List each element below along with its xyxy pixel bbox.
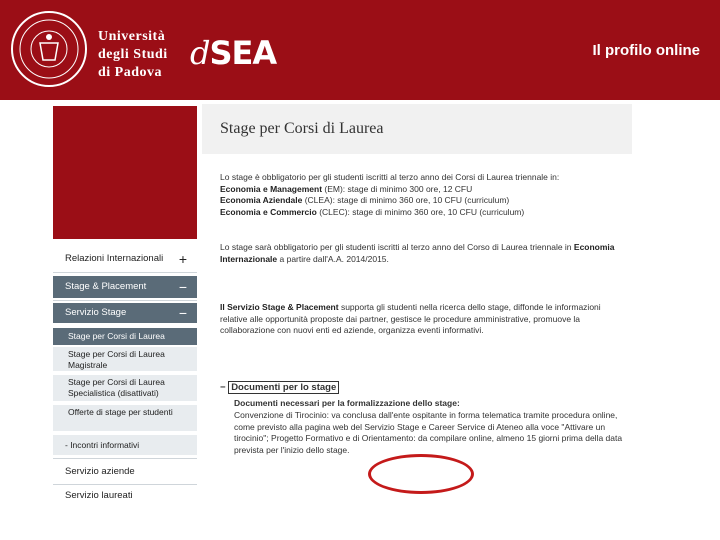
page-title: Il profilo online — [592, 42, 700, 59]
sidebar-item-stage-placement[interactable]: Stage & Placement − — [53, 276, 197, 298]
minus-icon[interactable]: − — [178, 305, 187, 321]
sidebar-item-servizio-stage[interactable]: Servizio Stage − — [53, 303, 197, 323]
documenti-subtitle: Documenti necessari per la formalizzazione dello stage: — [234, 398, 460, 408]
intro-paragraph: Lo stage è obbligatorio per gli studenti iscritti al terzo anno dei Corsi di Laurea triennale in: Economia e Management (EM): stage di minimo 300 ore, 12 CFU Economia Aziendale (CLEA): stage di minimo 360 ore, 10 CFU (curriculum) Economia e Commercio (CLEC): stage di minimo 360 ore, 10 CFU (curriculum) — [220, 172, 560, 217]
minus-icon[interactable]: − — [178, 279, 187, 295]
main-content — [202, 104, 632, 514]
content-title-bar — [202, 104, 632, 154]
documenti-section-toggle[interactable]: − Documenti per lo stage — [220, 382, 339, 393]
sidebar-item-relazioni-internazionali[interactable]: Relazioni Internazionali + — [53, 248, 197, 270]
sidebar-subitem-stage-specialistica[interactable]: Stage per Corsi di Laurea Specialistica (disattivati) — [53, 375, 197, 401]
university-seal-icon — [10, 10, 88, 88]
sidebar-subitem-offerte-stage[interactable]: Offerte di stage per studenti — [53, 405, 197, 431]
highlight-ellipse — [368, 454, 474, 494]
sidebar — [53, 106, 197, 512]
dsea-logo: dSEA — [190, 34, 277, 72]
sidebar-banner — [53, 106, 197, 239]
minus-icon[interactable]: − — [220, 382, 229, 393]
servizio-stage-paragraph: Il Servizio Stage & Placement supporta gli studenti nella ricerca dello stage, diffonde le informazioni relative alle opportunità proposte dai partner, gestisce le procedure amministrative, promuove la collaborazione con nuovi enti ed aziende, organizza eventi informativi. — [220, 302, 601, 335]
sidebar-item-servizio-aziende[interactable]: Servizio aziende — [65, 466, 135, 477]
sidebar-subitem-stage-magistrale[interactable]: Stage per Corsi di Laurea Magistrale — [53, 347, 197, 371]
plus-icon[interactable]: + — [178, 251, 187, 267]
sidebar-item-servizio-laureati[interactable]: Servizio laureati — [65, 490, 133, 501]
sidebar-subitem-incontri[interactable]: - Incontri informativi — [53, 435, 197, 455]
content-title: Stage per Corsi di Laurea — [220, 120, 384, 137]
sidebar-subitem-stage-laurea[interactable]: Stage per Corsi di Laurea — [53, 328, 197, 345]
slide-header — [0, 0, 720, 100]
economia-internazionale-paragraph: Lo stage sarà obbligatorio per gli studenti iscritti al terzo anno del Corso di Laurea triennale in Economia Internazionale a partire dall'A.A. 2014/2015. — [220, 242, 615, 264]
university-name: Università degli Studi di Padova — [98, 29, 168, 80]
documenti-text: Convenzione di Tirocinio: va conclusa dall'ente ospitante in forma telematica tramite procedura online, come previsto alla pagina web del Servizio Stage e Career Service di Ateneo alla voce "Attivare un tirocinio"; Progetto Formativo e di Orientamento: da compilare online, almeno 15 giorni prima della data prevista per l'inizio dello stage. — [234, 410, 623, 455]
website-screenshot — [50, 104, 632, 514]
